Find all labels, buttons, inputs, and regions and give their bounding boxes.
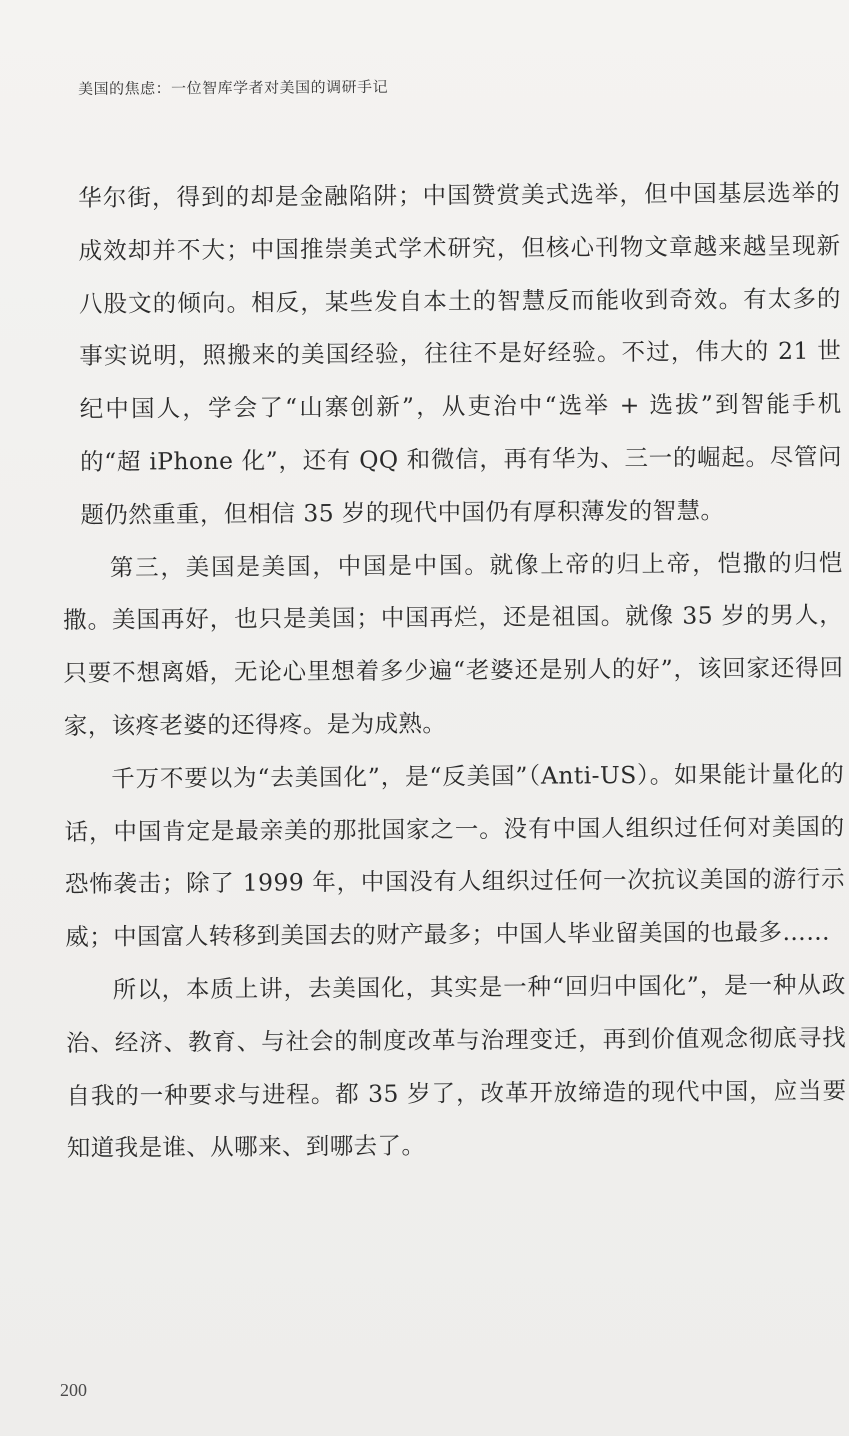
- running-header: 美国的焦虑：一位智库学者对美国的调研手记: [78, 77, 389, 98]
- body-text: [60, 167, 847, 1176]
- paragraph-continuation: 华尔街，得到的却是金融陷阱；中国赞赏美式选举，但中国基层选举的成效却并不大；中国推崇美式学术研究，但核心刊物文章越来越呈现新八股文的倾向。相反，某些发自本土的智慧反而能收到奇效。有太多的事实说明，照搬来的美国经验，往往不是好经验。不过，伟大的 21 世纪中国人，学会了“山寨创新”，从吏治中“选举 + 选拔”到智能手机的“超 iPhone 化”，还有 QQ 和微信，再有华为、三一的崛起。尽管问题仍然重重，但相信 35 岁的现代中国仍有厚积薄发的智慧。: [78, 178, 843, 529]
- paragraph-anti-us: 千万不要以为“去美国化”，是“反美国”（Anti-US）。如果能计量化的话，中国肯定是最亲美的那批国家之一。没有中国人组织过任何对美国的恐怖袭击；除了 1999 年，中国没有人组织过任何一次抗议美国的游行示威；中国富人转移到美国去的财产最多；中国人毕业留美国的也最多……: [64, 759, 846, 952]
- paragraph-conclusion: 所以，本质上讲，去美国化，其实是一种“回归中国化”，是一种从政治、经济、教育、与社会的制度改革与治理变迁，再到价值观念彻底寻找自我的一种要求与进程。都 35 岁了，改革开放缔造的现代中国，应当要知道我是谁、从哪来、到哪去了。: [65, 970, 847, 1163]
- page-number: 200: [60, 1380, 87, 1400]
- paragraph-third-point: 第三，美国是美国，中国是中国。就像上帝的归上帝，恺撒的归恺撒。美国再好，也只是美国；中国再烂，还是祖国。就像 35 岁的男人，只要不想离婚，无论心里想着多少遍“老婆还是别人的好”，该回家还得回家，该疼老婆的还得疼。是为成熟。: [63, 548, 844, 740]
